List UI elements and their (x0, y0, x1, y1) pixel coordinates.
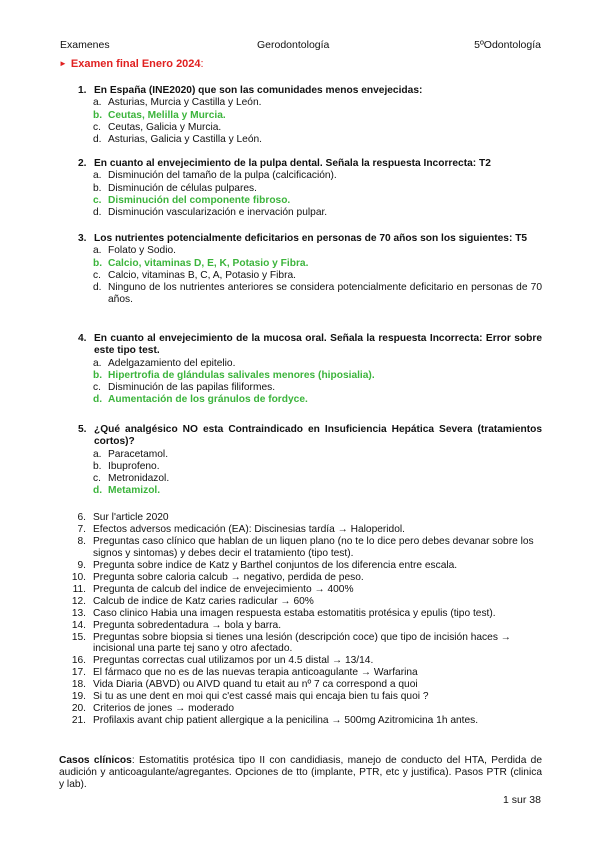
list-text: Sur l'article 2020 (93, 512, 169, 523)
list-text: Pregunta sobre indice de Katz y Barthel conjuntos de los diferencia entre escala. (93, 559, 458, 571)
option-letter: a. (93, 245, 102, 257)
question-text: ¿Qué analgésico NO esta Contraindicado en Insuficiencia Hepática Severa (tratamientos cortos)? (94, 424, 542, 448)
list-text: Profilaxis avant chip patient allergique a la penicilina → 500mg Azitromicina 1h antes. (93, 715, 479, 727)
question-1 (78, 85, 542, 146)
list-text: Pregunta sobredentadura → bola y barra. (93, 619, 282, 631)
option (78, 183, 542, 195)
list-text: Vida Diaria (ABVD) ou AIVD quand tu etait au nº 7 ca correspond a quoi (93, 679, 418, 691)
option-text: Disminución de las papilas filiformes. (108, 382, 276, 394)
option-text: Metronidazol. (108, 473, 170, 485)
option-letter: d. (93, 134, 102, 146)
option (78, 245, 542, 257)
list-item (71, 655, 548, 667)
list-text: Preguntas correctas cual utilizamos por un 4.5 distal → 13/14. (93, 655, 374, 667)
list-item (71, 715, 548, 727)
list-item (71, 667, 548, 679)
header-right: 5ºOdontología (474, 39, 541, 51)
list-item (71, 571, 548, 584)
option (78, 358, 542, 370)
option-correct (78, 110, 542, 122)
list-item (71, 691, 548, 703)
question-stem (78, 158, 542, 170)
option-letter: d. (93, 394, 103, 406)
list-number: 21. (71, 715, 86, 727)
list-number: 13. (71, 607, 86, 619)
question-2 (78, 158, 542, 219)
option-text: Ibuprofeno. (108, 460, 160, 472)
list-text: Calcub de indice de Katz caries radicular → 60% (93, 595, 314, 607)
question-number: 3. (78, 233, 87, 244)
option-letter: b. (93, 369, 103, 381)
option-letter: c. (93, 269, 101, 281)
question-number: 2. (78, 158, 87, 169)
list-text: Pregunta sobre caloria calcub → negativo, perdida de peso. (93, 571, 364, 583)
option-letter: c. (93, 382, 101, 394)
question-3 (78, 233, 542, 307)
list-item (71, 631, 548, 656)
notes-list (71, 512, 548, 727)
list-text: Caso clinico Habia una imagen respuesta estaba estomatitis protésica y epulis (tipo test). (93, 607, 496, 619)
option-correct (78, 394, 542, 406)
option-letter: d. (93, 207, 102, 219)
option-letter: c. (93, 194, 102, 206)
option (78, 270, 542, 282)
option-letter: d. (93, 282, 102, 294)
list-text: Efectos adversos medicación (EA): Discinesias tardía → Haloperidol. (93, 523, 405, 535)
list-number: 14. (71, 619, 86, 631)
option (78, 473, 542, 485)
header-left: Examenes (60, 39, 110, 51)
list-item (71, 607, 548, 620)
option-correct (78, 370, 542, 382)
option-text: Disminución del tamaño de la pulpa (calcificación). (108, 170, 337, 182)
list-number: 6. (77, 512, 86, 523)
question-number: 1. (78, 85, 87, 96)
option-letter: b. (93, 257, 103, 269)
option (78, 97, 542, 109)
option (78, 461, 542, 473)
list-number: 9. (77, 559, 86, 571)
option-letter: a. (93, 170, 102, 182)
clinical-cases-paragraph (59, 755, 542, 792)
option-letter: a. (93, 448, 102, 460)
list-item (78, 512, 548, 524)
option (78, 122, 542, 134)
option-text: Disminución de células pulpares. (108, 182, 257, 194)
question-number: 4. (78, 333, 87, 344)
list-item (78, 524, 548, 536)
section-title-text: Examen final Enero 2024 (70, 58, 201, 70)
section-title (59, 58, 204, 70)
option-text: Hipertrofia de glándulas salivales menores (hiposialia). (108, 369, 375, 381)
option-letter: c. (93, 121, 101, 133)
option-text: Folato y Sodio. (108, 245, 176, 257)
question-stem (78, 424, 542, 449)
list-item (71, 619, 548, 632)
question-stem (78, 333, 542, 358)
question-4 (78, 333, 542, 407)
list-item (71, 703, 548, 715)
option (78, 207, 542, 219)
option (78, 449, 542, 461)
list-number: 20. (71, 703, 86, 715)
list-text: Preguntas sobre biopsia si tienes una lesión (descripción coce) que tipo de incisión haces → incisional una parte tej sano y otro afectado. (93, 631, 511, 655)
option-text: Calcio, vitaminas D, E, K, Potasio y Fibra. (108, 257, 309, 269)
option-letter: c. (93, 473, 101, 485)
header-center: Gerodontología (257, 39, 330, 51)
triangle-bullet-icon: ► (59, 59, 67, 68)
list-item (72, 583, 548, 596)
page-header (60, 39, 541, 53)
option (78, 382, 542, 394)
list-number: 10. (71, 571, 86, 583)
option-letter: a. (93, 97, 102, 109)
question-stem (78, 233, 542, 245)
option-letter: b. (93, 182, 102, 194)
list-number: 19. (71, 691, 86, 703)
list-text: Criterios de jones → moderado (93, 703, 234, 715)
option-text: Calcio, vitaminas B, C, A, Potasio y Fibra. (108, 269, 296, 281)
clinical-cases-text: : Estomatitis protésica tipo II con candidiasis, manejo de conducto del HTA, Perdida de audición y anticoagulante/agregantes. Opciones de tto (implante, PTR, etc y justifica). Pasos PTR (clinica y lab). (59, 755, 542, 791)
question-text: En cuanto al envejecimiento de la mucosa oral. Señala la respuesta Incorrecta: Error sobre este tipo test. (94, 333, 542, 357)
option-letter: b. (93, 460, 102, 472)
option-text: Asturias, Murcia y Castilla y León. (108, 97, 262, 109)
option-text: Ninguno de los nutrientes anteriores se considera potencialmente deficitario en personas de 70 años. (108, 282, 542, 306)
question-5 (78, 424, 542, 498)
option-text: Disminución del componente fibroso. (108, 194, 291, 206)
list-number: 7. (77, 523, 86, 535)
question-stem (78, 85, 542, 97)
list-text: Preguntas caso clínico que hablan de un liquen plano (no te lo dice pero debes devanar sobre los signos y sintomas) y debes decir el tratamiento (tipo test). (93, 535, 534, 559)
list-number: 11. (72, 583, 86, 595)
list-number: 18. (71, 679, 86, 691)
question-text: En cuanto al envejecimiento de la pulpa dental. Señala la respuesta Incorrecta: T2 (94, 158, 491, 169)
list-number: 17. (71, 667, 86, 679)
option-letter: b. (93, 109, 103, 121)
question-text: En España (INE2020) que son las comunidades menos envejecidas: (94, 85, 423, 96)
option-correct (78, 485, 542, 497)
option-text: Metamizol. (108, 485, 161, 497)
option-text: Ceutas, Melilla y Murcia. (108, 109, 226, 121)
list-item (78, 560, 548, 572)
option-text: Asturias, Galicia y Castilla y León. (108, 134, 263, 146)
clinical-cases-label: Casos clínicos (59, 755, 132, 766)
option-text: Ceutas, Galicia y Murcia. (108, 121, 222, 133)
option (78, 282, 542, 307)
section-title-suffix: : (200, 58, 204, 70)
option-text: Disminución vascularización e inervación pulpar. (108, 207, 328, 219)
list-item (78, 536, 548, 560)
option-correct (78, 195, 542, 207)
list-item (71, 595, 548, 608)
list-number: 15. (71, 631, 86, 643)
option-text: Paracetamol. (108, 448, 169, 460)
list-text: Si tu as une dent en moi qui c'est cassé mais qui encaja bien tu fais quoi ? (93, 691, 429, 703)
list-text: El fármaco que no es de las nuevas terapia anticoagulante → Warfarina (93, 667, 418, 679)
question-text: Los nutrientes potencialmente deficitarios en personas de 70 años son los siguientes: T5 (94, 233, 528, 244)
list-number: 16. (71, 655, 86, 667)
page-number: 1 sur 38 (503, 794, 541, 806)
option-correct (78, 258, 542, 270)
option-letter: d. (93, 485, 103, 497)
list-item (71, 679, 548, 691)
question-number: 5. (78, 424, 87, 435)
option (78, 134, 542, 146)
option (78, 170, 542, 182)
list-number: 12. (71, 595, 86, 607)
list-number: 8. (77, 535, 86, 547)
list-text: Pregunta de calcub del indice de envejecimiento → 400% (93, 583, 354, 595)
option-text: Adelgazamiento del epitelio. (108, 357, 236, 369)
option-letter: a. (93, 357, 102, 369)
option-text: Aumentación de los gránulos de fordyce. (108, 394, 308, 406)
